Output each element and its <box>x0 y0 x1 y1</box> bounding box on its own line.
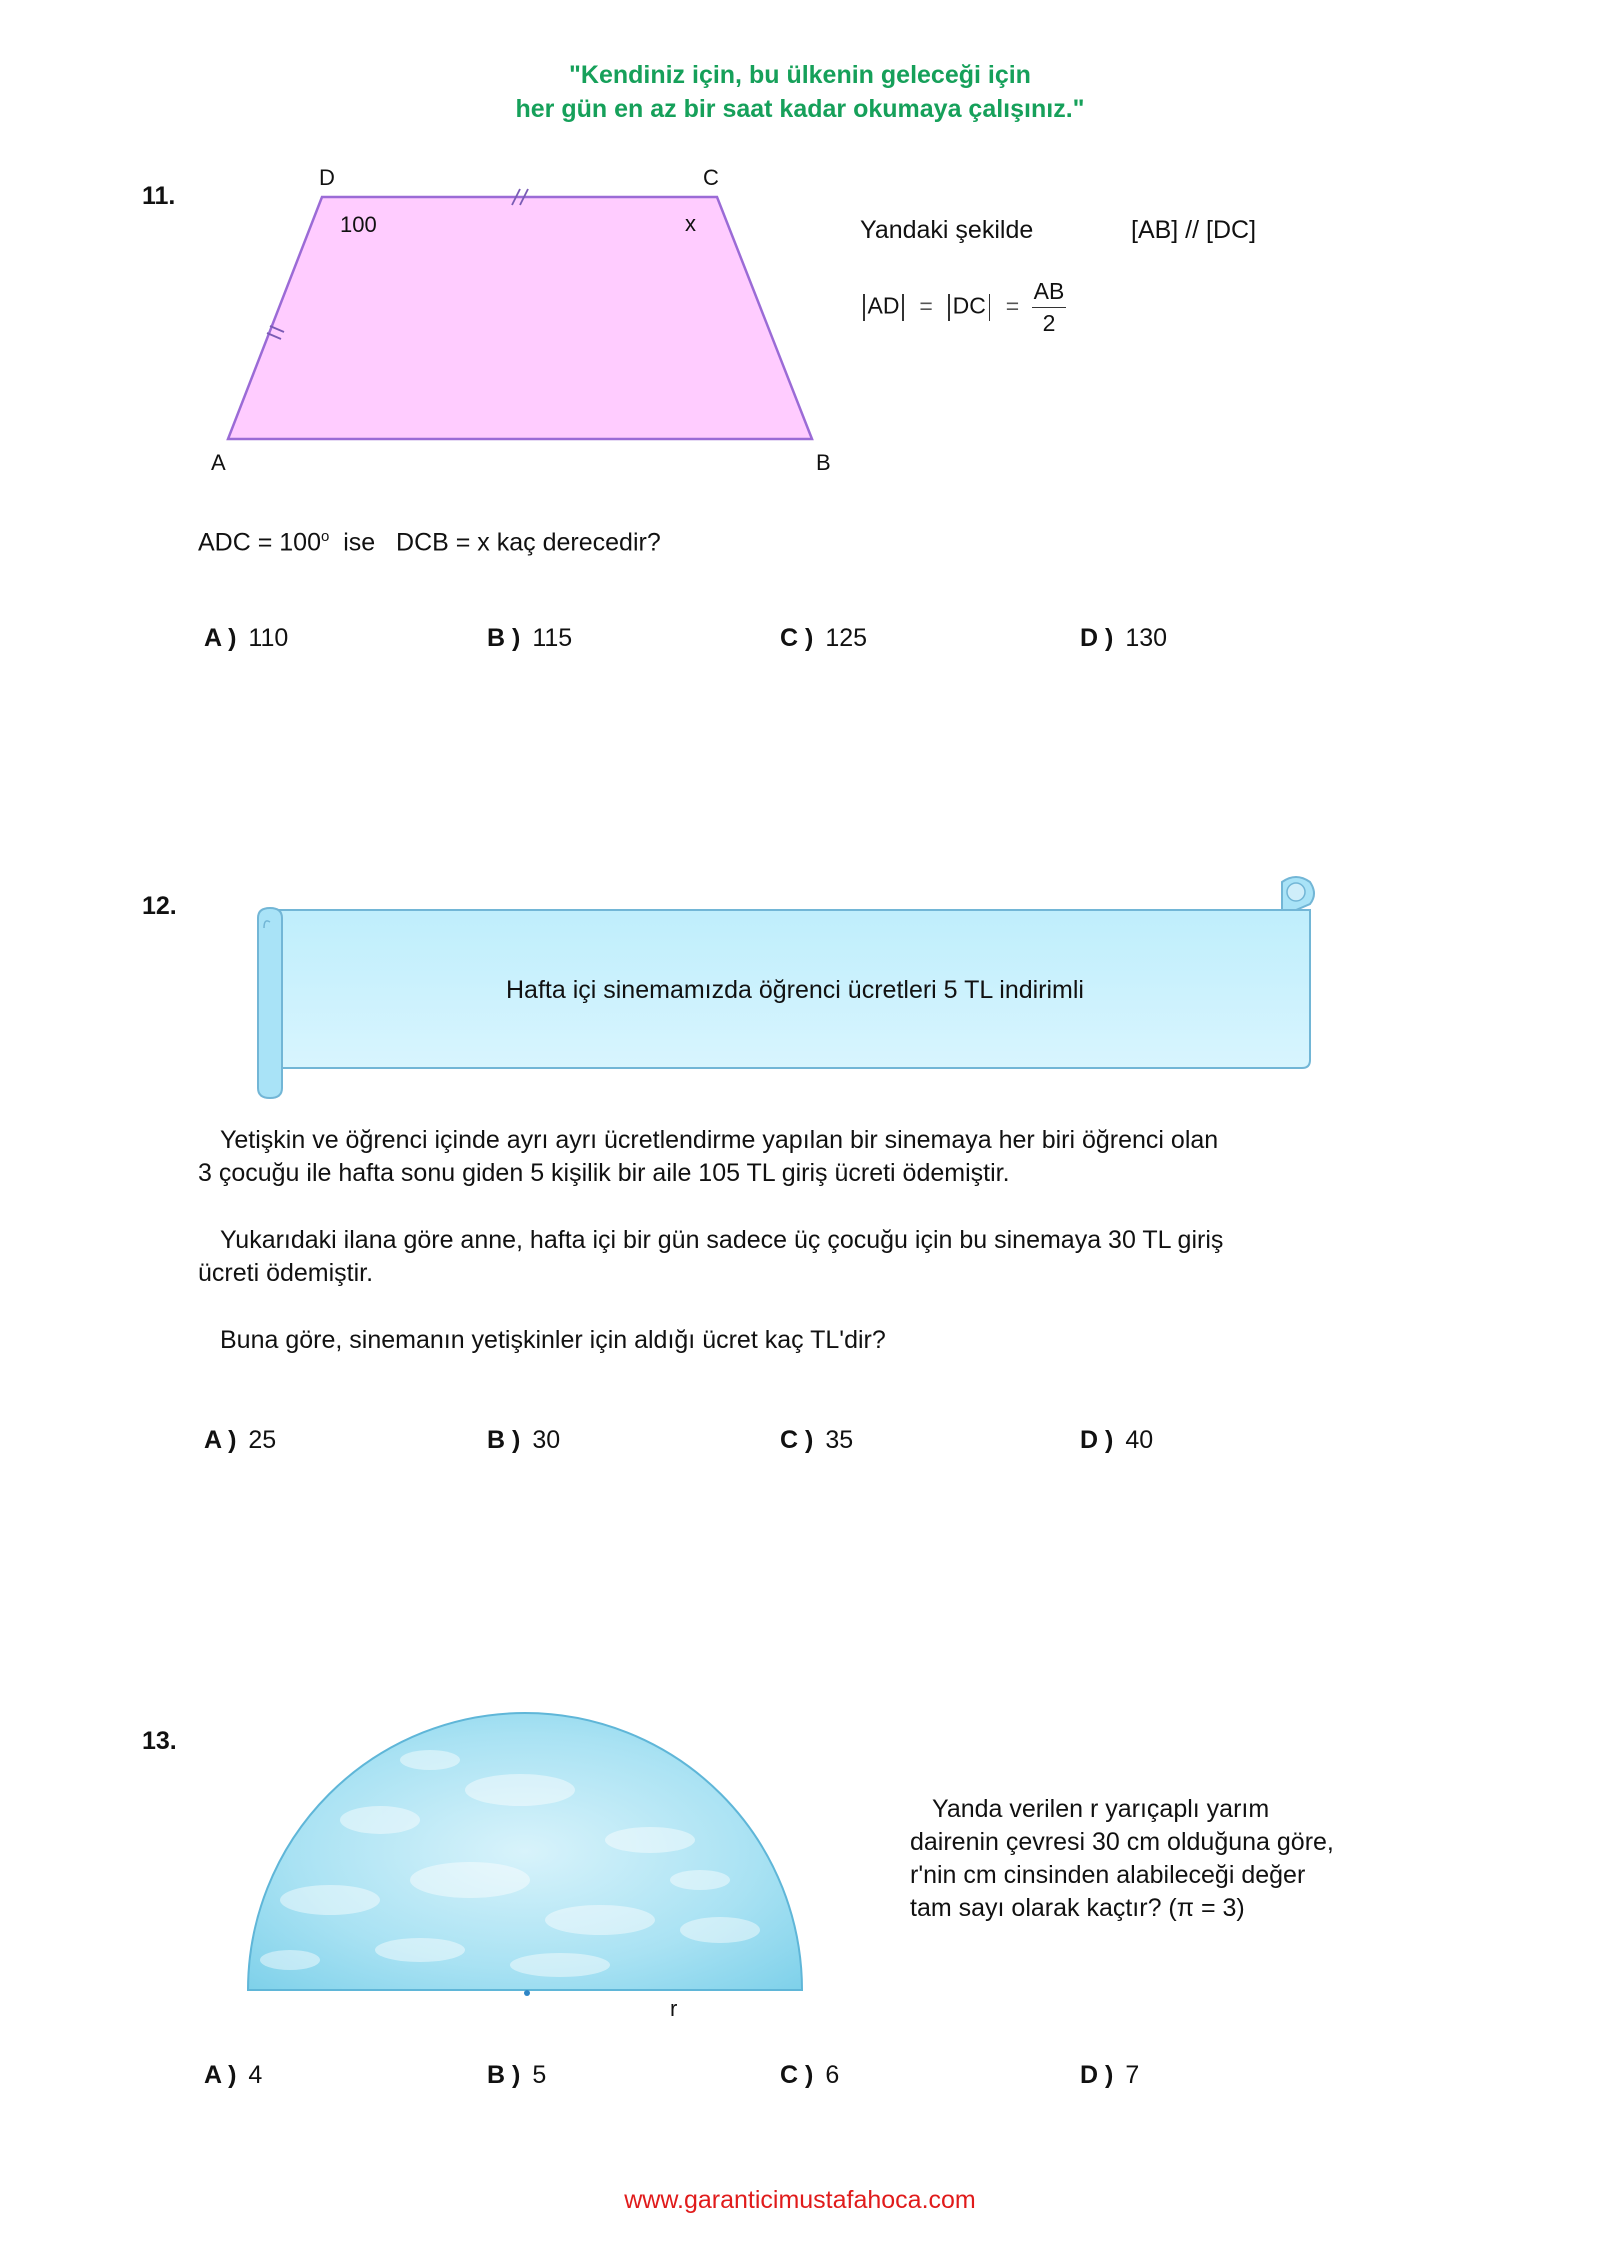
option-letter: D ) <box>1080 2061 1114 2089</box>
option-value: 7 <box>1125 2061 1140 2089</box>
formula-eq-1: = <box>919 292 933 319</box>
q11-option-a[interactable] <box>204 624 288 653</box>
q13-option-b[interactable] <box>487 2061 546 2090</box>
question-11-text <box>198 520 661 559</box>
option-value: 125 <box>825 624 868 652</box>
vertex-label-a: A <box>211 450 226 475</box>
footer-website-link[interactable]: www.garanticimustafahoca.com <box>624 2186 976 2214</box>
question-12-paragraph-1 <box>198 1124 1438 1190</box>
vertex-label-c: C <box>703 165 719 190</box>
option-letter: B ) <box>487 624 521 652</box>
angle-c-label: x <box>685 211 696 236</box>
question-13-number: 13. <box>142 1727 177 1755</box>
q13-option-a[interactable] <box>204 2061 262 2090</box>
option-value: 40 <box>1125 1426 1154 1454</box>
trapezoid-figure <box>0 0 1600 500</box>
option-value: 25 <box>248 1426 277 1454</box>
question-13-text <box>910 1793 1430 1925</box>
option-letter: A ) <box>204 1426 237 1454</box>
q11-option-c[interactable] <box>780 624 867 653</box>
option-letter: D ) <box>1080 624 1114 652</box>
q13-option-d[interactable] <box>1080 2061 1139 2090</box>
option-letter: A ) <box>204 2061 237 2089</box>
question-11-rest: ise DCB = x kaç derecedir? <box>329 528 661 557</box>
option-letter: C ) <box>780 2061 814 2089</box>
option-value: 4 <box>248 2061 263 2089</box>
q12-option-c[interactable] <box>780 1426 853 1455</box>
q12-option-b[interactable] <box>487 1426 560 1455</box>
length-formula <box>860 278 1066 337</box>
angle-d-label: 100 <box>340 212 377 237</box>
formula-dc: DC <box>952 292 986 319</box>
radius-label: r <box>670 1996 678 2021</box>
q13-line1: Yanda verilen r yarıçaplı yarım <box>932 1795 1270 1823</box>
formula-ad: AD <box>867 292 900 319</box>
banner-text: Hafta içi sinemamızda öğrenci ücretleri 5 TL indirimli <box>506 976 1084 1004</box>
q12-option-a[interactable] <box>204 1426 276 1455</box>
question-12-number: 12. <box>142 892 177 920</box>
center-point <box>524 1990 530 1996</box>
formula-fraction <box>1032 278 1067 337</box>
option-value: 115 <box>532 624 573 652</box>
semicircle-shape <box>248 1713 802 1990</box>
parallel-statement: [AB] // [DC] <box>1131 216 1257 244</box>
degree-symbol: o <box>321 528 330 545</box>
option-letter: C ) <box>780 1426 814 1454</box>
vertex-label-d: D <box>319 165 335 190</box>
question-12-paragraph-3: Buna göre, sinemanın yetişkinler için aldığı ücret kaç TL'dir? <box>220 1326 886 1354</box>
option-value: 6 <box>825 2061 840 2089</box>
option-value: 30 <box>532 1426 561 1454</box>
option-letter: C ) <box>780 624 814 652</box>
q13-line4: tam sayı olarak kaçtır? (π = 3) <box>910 1894 1245 1922</box>
q12-option-d[interactable] <box>1080 1426 1153 1455</box>
header-line-2: her gün en az bir saat kadar okumaya çalışınız." <box>515 95 1085 123</box>
fraction-numerator: AB <box>1032 278 1067 308</box>
q11-option-b[interactable] <box>487 624 572 653</box>
question-11-number: 11. <box>142 182 176 210</box>
option-letter: A ) <box>204 624 237 652</box>
q13-option-c[interactable] <box>780 2061 839 2090</box>
formula-eq-2: = <box>1005 292 1020 319</box>
option-letter: B ) <box>487 1426 521 1454</box>
side-description: Yandaki şekilde <box>860 216 1034 244</box>
option-value: 130 <box>1125 624 1168 652</box>
option-value: 35 <box>825 1426 854 1454</box>
option-letter: D ) <box>1080 1426 1114 1454</box>
para2-line2: ücreti ödemiştir. <box>198 1259 374 1287</box>
para2-line1: Yukarıdaki ilana göre anne, hafta içi bir gün sadece üç çocuğu için bu sinemaya 30 TL giriş <box>220 1226 1224 1254</box>
para1-line1: Yetişkin ve öğrenci içinde ayrı ayrı ücretlendirme yapılan bir sinemaya her biri öğrenci olan <box>220 1126 1219 1154</box>
option-value: 110 <box>248 624 289 652</box>
trapezoid-shape <box>228 197 812 439</box>
q13-line2: dairenin çevresi 30 cm olduğuna göre, <box>910 1828 1334 1856</box>
fraction-denominator: 2 <box>1042 310 1056 336</box>
option-letter: B ) <box>487 2061 521 2089</box>
q13-line3: r'nin cm cinsinden alabileceği değer <box>910 1861 1306 1889</box>
q11-option-d[interactable] <box>1080 624 1167 653</box>
para1-line2: 3 çocuğu ile hafta sonu giden 5 kişilik bir aile 105 TL giriş ücreti ödemiştir. <box>198 1159 1010 1187</box>
header-line-1: "Kendiniz için, bu ülkenin geleceği için <box>569 61 1031 89</box>
option-value: 5 <box>532 2061 547 2089</box>
vertex-label-b: B <box>816 450 831 475</box>
question-11-prefix: ADC = 100 <box>198 528 321 557</box>
question-12-paragraph-2 <box>198 1224 1438 1290</box>
